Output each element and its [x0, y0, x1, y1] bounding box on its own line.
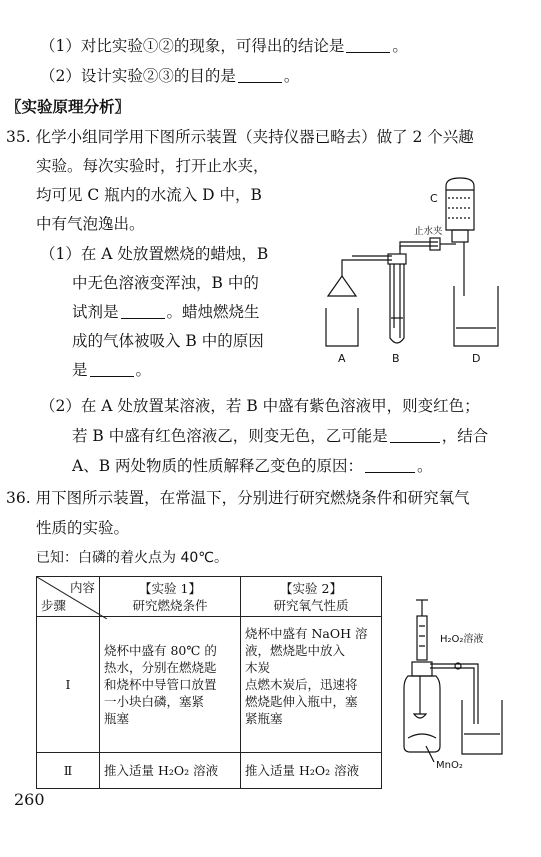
page-number: 260 [14, 790, 45, 809]
q36-known-note: 已知：白磷的着火点为 40℃。 [36, 550, 228, 566]
table-step-1: Ⅰ [37, 617, 100, 753]
label-d: D [472, 352, 481, 365]
q36-line1: 36. 用下图所示装置，在常温下，分别进行研究燃烧条件和研究氧气 [6, 489, 470, 507]
q35-intro-line4: 中有气泡逸出。 [36, 215, 145, 233]
label-a: A [338, 352, 346, 365]
answer-blank [121, 304, 165, 319]
apparatus-a-funnel [326, 260, 358, 346]
q35-part1-line4: 成的气体被吸入 B 中的原因 [72, 332, 264, 350]
syringe [416, 600, 428, 660]
answer-blank [90, 362, 134, 377]
q35-part1-line5: 是 。 [72, 361, 152, 379]
q36-apparatus-figure [398, 596, 528, 776]
table-step2-exp1: 推入适量 H₂O₂ 溶液 [100, 753, 241, 789]
answer-blank [365, 458, 415, 473]
prev-question-2: （2）设计实验②③的目的是 。 [40, 67, 300, 85]
q35-intro-line2: 实验。每次实验时，打开止水夹， [36, 157, 269, 175]
q35-intro-line3: 均可见 C 瓶内的水流入 D 中，B [36, 186, 262, 204]
table-step1-exp2: 烧杯中盛有 NaOH 溶 液，燃烧匙中放入 木炭 点燃木炭后，迅速将 燃烧匙伸入瓶中，塞 紧瓶塞 [241, 617, 382, 753]
label-clamp: 止水夹 [414, 226, 443, 237]
table-step2-exp2: 推入适量 H₂O₂ 溶液 [241, 753, 382, 789]
section-heading: 〖实验原理分析〗 [6, 98, 131, 116]
table-step-2: Ⅱ [37, 753, 100, 789]
label-mno2: MnO₂ [436, 760, 463, 771]
answer-blank [346, 38, 390, 53]
q36-number: 36. [6, 489, 31, 507]
q35-part1-line1: （1）在 A 处放置燃烧的蜡烛，B [40, 245, 269, 263]
apparatus-c-bottle [446, 178, 474, 242]
q35-intro-line1: 35. 化学小组同学用下图所示装置（夹持仪器已略去）做了 2 个兴趣 [6, 128, 474, 146]
beaker [462, 700, 502, 754]
wide-mouth-bottle [404, 662, 440, 752]
answer-blank [238, 68, 282, 83]
table-step1-exp1: 烧杯中盛有 80℃ 的 热水，分别在燃烧匙 和烧杯中导管口放置 一小块白磷，塞紧 瓶塞 [100, 617, 241, 753]
q35-part2-line1: （2）在 A 处放置某溶液，若 B 中盛有紫色溶液甲，则变红色； [40, 397, 480, 415]
answer-blank [390, 428, 440, 443]
label-b: B [392, 352, 400, 365]
q36-line2: 性质的实验。 [36, 519, 130, 537]
apparatus-d-beaker [454, 286, 498, 346]
table-header-exp1: 【实验 1】 研究燃烧条件 [100, 577, 241, 617]
label-h2o2: H₂O₂溶液 [440, 634, 484, 645]
q35-part2-line2: 若 B 中盛有红色溶液乙，则变无色，乙可能是 ，结合 [72, 427, 489, 445]
q35-part1-line3: 试剂是 。蜡烛燃烧生 [72, 303, 260, 321]
table-corner-cell: 内容 步骤 [37, 577, 100, 617]
apparatus-b-test-tube [388, 254, 406, 343]
label-c: C [430, 192, 438, 205]
q35-part2-line3: A、B 两处物质的性质解释乙变色的原因： 。 [72, 457, 433, 475]
table-header-exp2: 【实验 2】 研究氧气性质 [241, 577, 382, 617]
q35-apparatus-figure [318, 168, 523, 366]
prev-question-1: （1）对比实验①②的现象，可得出的结论是 。 [40, 37, 408, 55]
q35-number: 35. [6, 128, 31, 146]
q36-experiment-table [36, 576, 382, 789]
water-clamp [430, 238, 440, 250]
q35-part1-line2: 中无色溶液变浑浊，B 中的 [72, 274, 259, 292]
mno2-pointer [426, 746, 434, 762]
